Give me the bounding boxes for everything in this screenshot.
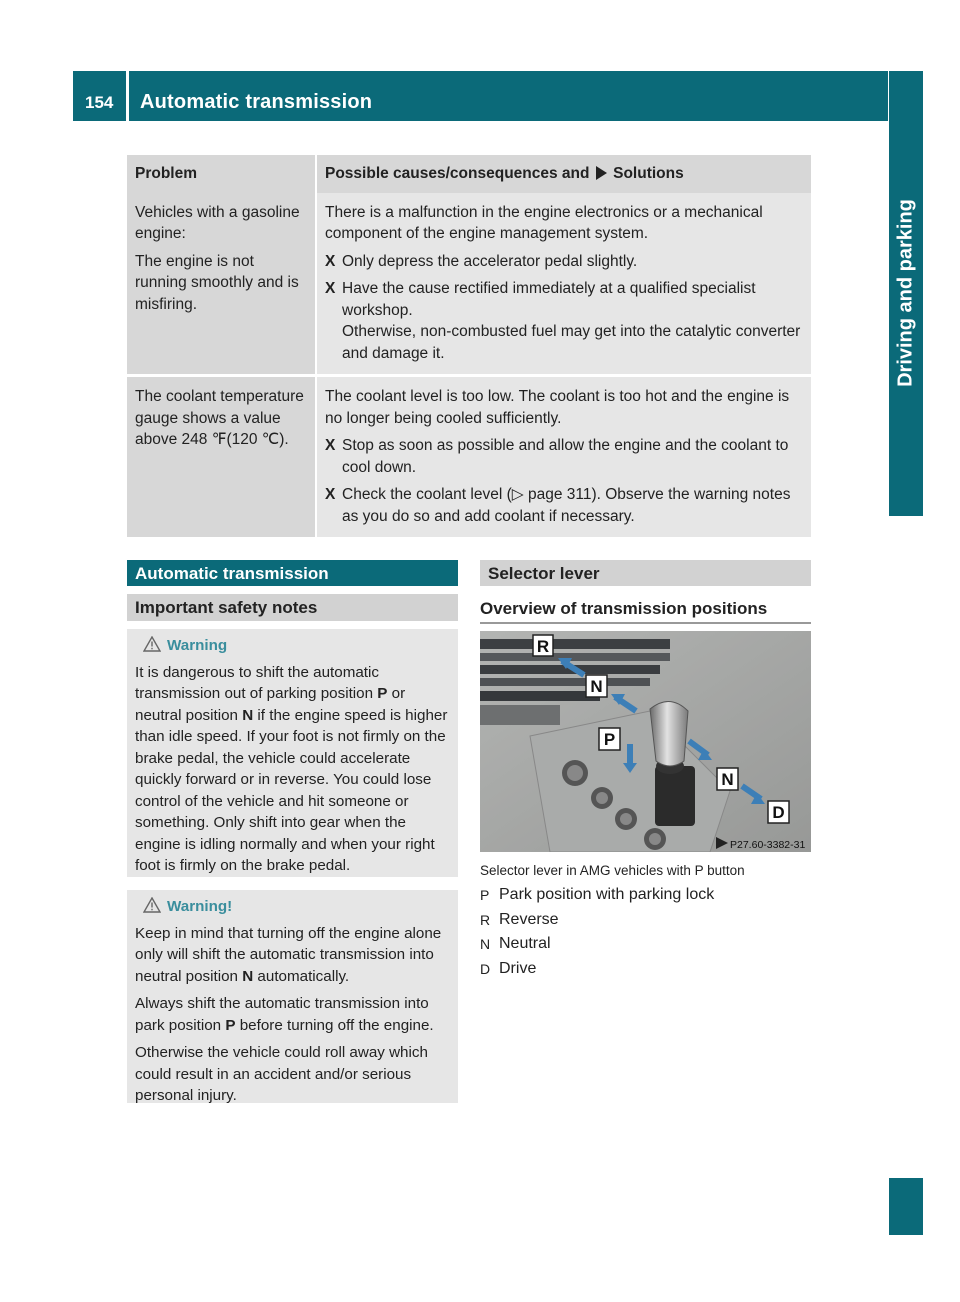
subsection-heading: Overview of transmission positions	[480, 599, 811, 624]
warning-box	[127, 890, 458, 1103]
legend-key: D	[480, 960, 491, 977]
legend-label: Drive	[499, 959, 537, 977]
step-item: X Stop as soon as possible and allow the engine and the coolant to cool down.	[325, 437, 789, 476]
warning-text: It is dangerous to shift the automatic transmission out of parking position P or neutral position N if the engine speed is higher than idle speed. If your foot is not firmly on the brake pedal, the vehicle could accelerate quickly forward or in reverse. You could lose control of the vehicle and hit someone or something. Only shift into gear when the engine is idling normally and when your right foot is firmly on the brake pedal.	[135, 663, 448, 874]
warning-text: Always shift the automatic transmission into park position P before turning off the engine.	[135, 995, 434, 1034]
list-item	[480, 932, 714, 957]
legend-key: R	[480, 911, 491, 928]
table-row	[127, 193, 811, 378]
column-header-problem: Problem	[127, 155, 317, 193]
warning-text: Keep in mind that turning off the engine alone only will shift the automatic transmission into neutral position N automatically.	[135, 924, 442, 985]
list-item	[480, 883, 714, 908]
problem-cell	[127, 193, 317, 378]
step-marker-icon: X	[325, 437, 336, 454]
list-item	[480, 957, 714, 982]
photo-label-p: P	[603, 730, 616, 749]
page-number: 154	[85, 93, 114, 112]
legend-list	[480, 883, 714, 981]
table-header-row	[127, 155, 811, 193]
step-item: X Check the coolant level (▷ page 311). Observe the warning notes as you do so and add coolant if necessary.	[325, 486, 791, 525]
solution-cell	[317, 193, 811, 378]
problem-cell	[127, 377, 317, 537]
arrow-right-icon	[596, 166, 607, 180]
subsection-heading: Important safety notes	[127, 594, 458, 621]
photo-label-r: R	[536, 637, 550, 656]
selector-lever-photo	[480, 631, 811, 852]
warning-title: Warning!	[135, 896, 454, 918]
chapter-tab	[889, 71, 923, 516]
legend-label: Reverse	[499, 910, 559, 928]
table-row	[127, 377, 811, 537]
step-marker-icon: X	[325, 280, 336, 297]
warning-title: Warning	[135, 635, 454, 657]
legend-label: Park position with parking lock	[499, 886, 715, 903]
cause-text: There is a malfunction in the engine electronics or a mechanical component of the engine management system.	[325, 203, 763, 242]
legend-key: N	[480, 936, 491, 952]
figure-caption: Selector lever in AMG vehicles with P button	[480, 863, 745, 878]
warning-text: Otherwise the vehicle could roll away which could result in an accident and/or serious personal injury.	[135, 1044, 428, 1104]
warning-triangle-icon	[143, 636, 161, 652]
photo-label-d: D	[772, 803, 785, 822]
step-item: X Have the cause rectified immediately at a qualified specialist workshop. Otherwise, non-combusted fuel may get into the catalytic converter and damage it.	[325, 280, 801, 362]
header-divider	[126, 71, 129, 121]
column-header-solutions: Possible causes/consequences and Solutions	[317, 155, 811, 193]
page-header	[73, 71, 888, 121]
section-heading: Selector lever	[480, 560, 811, 586]
legend-label: Neutral	[499, 935, 551, 952]
step-note: Otherwise, non-combusted fuel may get into the catalytic converter and damage it.	[342, 323, 801, 362]
solution-cell	[317, 377, 811, 537]
section-heading: Automatic transmission	[127, 560, 458, 586]
photo-label-n: N	[721, 770, 734, 789]
problem-text: The engine is not running smoothly and is misfiring.	[135, 252, 299, 313]
page-title: Automatic transmission	[140, 91, 373, 113]
step-item: X Only depress the accelerator pedal slightly.	[325, 251, 803, 273]
chapter-tab-label: Driving and parking	[894, 199, 917, 387]
warning-box	[127, 629, 458, 877]
figure-code: P27.60-3382-31	[730, 839, 806, 851]
problem-text: Vehicles with a gasoline engine:	[135, 203, 300, 242]
step-marker-icon: X	[325, 486, 336, 503]
list-item	[480, 908, 714, 933]
problem-text: The coolant temperature gauge shows a value above 248 ℉(120 ℃).	[135, 388, 304, 448]
warning-triangle-icon	[143, 897, 161, 913]
problem-table	[127, 155, 811, 537]
cause-text: The coolant level is too low. The coolant is too hot and the engine is no longer being cooled sufficiently.	[325, 388, 790, 427]
legend-key: P	[480, 887, 490, 903]
step-marker-icon: X	[325, 252, 336, 270]
photo-label-n: N	[590, 677, 603, 696]
chapter-tab-marker	[889, 1178, 923, 1235]
